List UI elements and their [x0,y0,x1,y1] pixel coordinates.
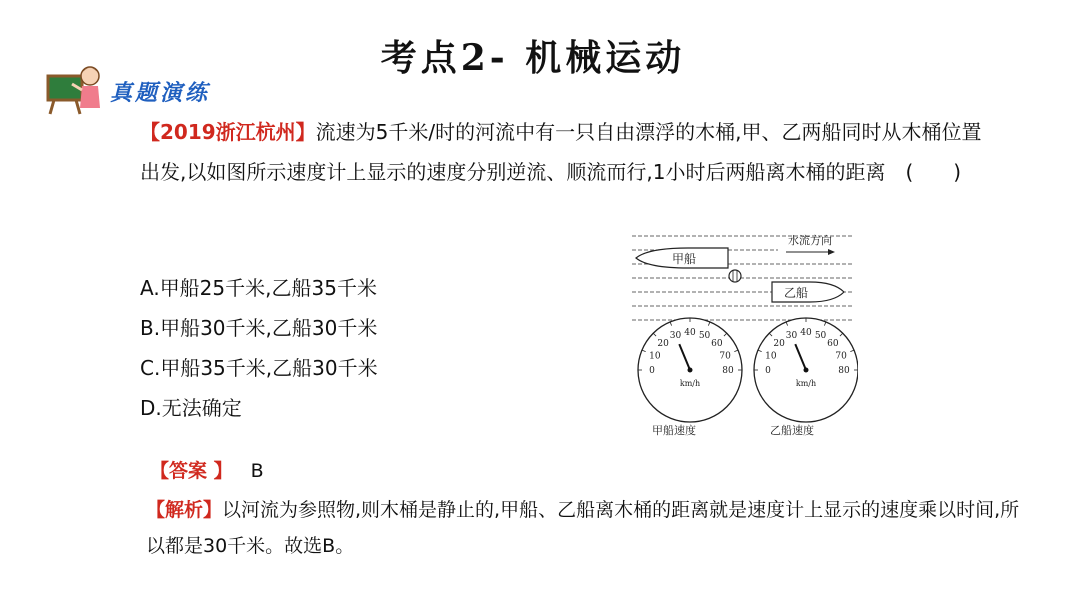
explanation-text: 以河流为参照物,则木桶是静止的,甲船、乙船离木桶的距离就是速度计上显示的速度乘以时间,所以都是30千米。故选B。 [146,499,1020,557]
option-b[interactable]: B.甲船30千米,乙船30千米 [140,316,378,340]
gauge-b-hub [804,368,809,373]
speedometer-b [754,318,858,422]
option-a[interactable]: A.甲船25千米,乙船35千米 [140,276,377,300]
question-text [140,112,1000,192]
gauge-a-tick-label: 0 [649,366,655,376]
boat-b-label: 乙船 [784,286,809,300]
gauge-b-tick-label: 20 [773,339,785,350]
gauge-a-tick-label: 50 [698,330,711,341]
gauge-a-tick-label: 10 [649,351,661,362]
boat-a-label: 甲船 [672,252,697,266]
gauge-b-caption: 乙船速度 [770,424,814,437]
flow-direction-label: 水流方向 [788,234,832,247]
explanation-label: 【解析】 [146,499,223,521]
gauge-a-tick-label: 20 [657,339,669,350]
gauge-b-unit-label: km/h [795,379,817,388]
explanation [146,492,1026,564]
gauge-a-tick-label: 40 [684,328,696,338]
question-source-tag: 【2019浙江杭州】 [140,120,316,144]
gauge-b-tick-label: 60 [827,339,839,350]
option-d[interactable]: D.无法确定 [140,396,242,420]
answer-label: 【答案 】 [150,460,233,482]
option-list [140,268,378,428]
gauge-a-tick-label: 30 [669,330,682,341]
gauge-a-unit-label: km/h [679,379,701,388]
gauge-b-tick-label: 0 [765,366,771,376]
teacher-board-icon [46,62,106,116]
answer-row [150,456,264,486]
boats-and-speedometers-figure [628,230,858,440]
page-title: 考点2- 机械运动 [380,37,686,79]
gauge-a-caption: 甲船速度 [652,424,696,437]
gauge-b-tick-label: 80 [838,366,850,376]
option-c[interactable]: C.甲船35千米,乙船30千米 [140,356,378,380]
gauge-b-tick-label: 30 [785,330,798,341]
speedometer-a [638,318,742,422]
answer-value: B [250,460,264,482]
barrel-icon [729,270,741,282]
question-body: 流速为5千米/时的河流中有一只自由漂浮的木桶,甲、乙两船同时从木桶位置出发,以如图所示速度计上显示的速度分别逆流、顺流而行,1小时后两船离木桶的距离 ( ) [140,120,982,184]
section-label: 真题演练 [110,80,211,106]
gauge-a-tick-label: 70 [719,351,731,362]
gauge-a-hub [688,368,693,373]
gauge-b-tick-label: 10 [765,351,777,362]
gauge-a-tick-label: 80 [722,366,734,376]
gauge-b-tick-label: 40 [800,328,812,338]
gauge-b-tick-label: 50 [814,330,827,341]
gauge-b-tick-label: 70 [835,351,847,362]
gauge-a-tick-label: 60 [711,339,723,350]
